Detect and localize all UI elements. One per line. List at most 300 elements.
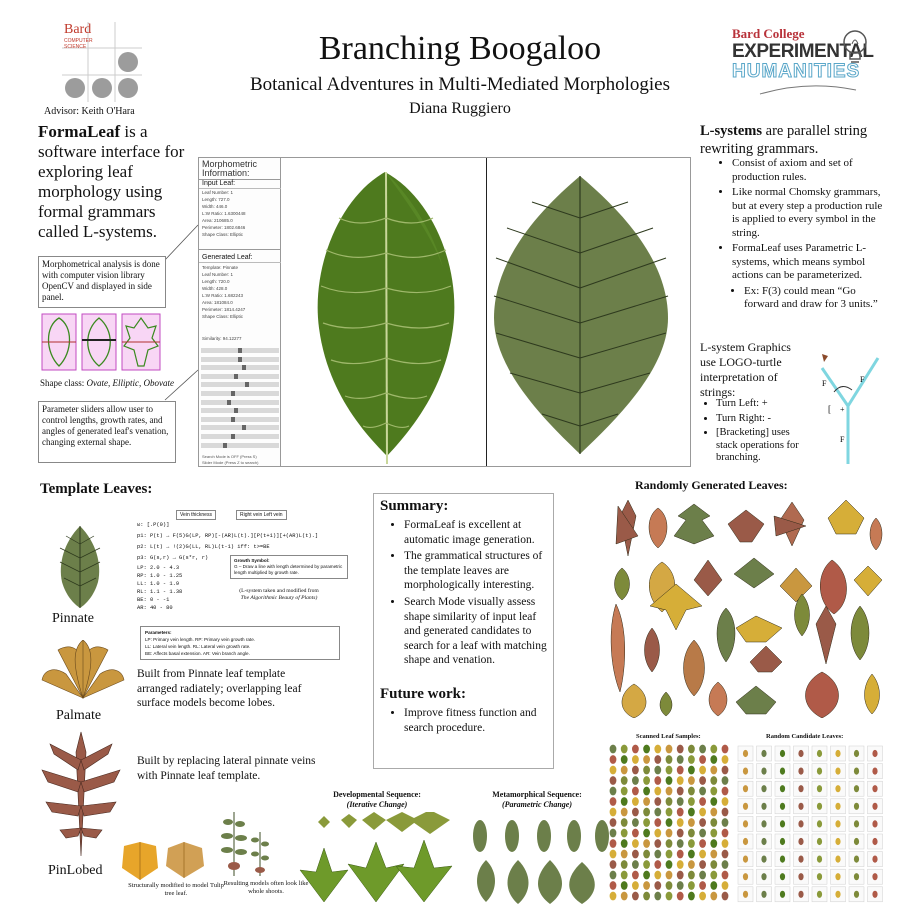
slider-knob[interactable]	[234, 408, 238, 413]
scanned-leaf-thumb	[666, 787, 673, 796]
scanned-leaf-thumb	[654, 829, 661, 838]
scanned-leaf-thumb	[632, 860, 639, 869]
graphics-bullet: • Turn Right: -	[716, 413, 812, 426]
scanned-leaf-thumb	[643, 871, 650, 880]
scanned-leaf-thumb	[654, 776, 661, 785]
scanned-leaf-thumb	[710, 881, 717, 890]
scanned-leaf-thumb	[710, 829, 717, 838]
candidate-leaf-thumb	[761, 785, 766, 792]
turtle-label: [	[828, 404, 831, 414]
meta-sequence-figure	[468, 812, 612, 906]
candidate-leaf-thumb	[872, 856, 877, 863]
palmate-label: Palmate	[56, 708, 102, 723]
candidate-leaf-thumb	[854, 873, 859, 880]
scanned-leaf-thumb	[688, 850, 695, 859]
poster-subtitle: Botanical Adventures in Multi-Mediated Morphologies	[249, 74, 671, 95]
parameters-title: Parameters:	[145, 630, 172, 635]
slider-knob[interactable]	[242, 425, 246, 430]
candidates-heading: Random Candidate Leaves:	[766, 733, 844, 740]
slider-knob[interactable]	[238, 357, 242, 362]
scanned-leaf-thumb	[688, 818, 695, 827]
scanned-leaf-thumb	[621, 776, 628, 785]
scanned-leaf-thumb	[632, 808, 639, 817]
scanned-leaf-thumb	[621, 818, 628, 827]
candidate-leaf-thumb	[854, 891, 859, 898]
candidate-leaf-thumb	[872, 750, 877, 757]
parameter-slider[interactable]	[201, 400, 279, 405]
scanned-leaf-thumb	[722, 892, 729, 901]
scanned-leaf-thumb	[621, 839, 628, 848]
scanned-leaf-thumb	[610, 892, 617, 901]
slider-knob[interactable]	[227, 400, 231, 405]
scanned-leaf-thumb	[632, 745, 639, 754]
stat-line: Shape Class: Elliptic	[202, 314, 244, 319]
scanned-leaf-thumb	[722, 797, 729, 806]
scanned-leaf-thumb	[677, 797, 684, 806]
scanned-leaf-thumb	[688, 881, 695, 890]
candidate-leaf-thumb	[835, 891, 840, 898]
candidate-leaf-thumb	[817, 768, 822, 775]
candidate-leaf-thumb	[798, 891, 803, 898]
meta-sequence-heading	[472, 790, 602, 810]
candidate-leaf-thumb	[761, 873, 766, 880]
candidate-leaf-thumb	[854, 820, 859, 827]
parameter-slider[interactable]	[201, 417, 279, 422]
scanned-leaf-thumb	[710, 808, 717, 817]
poster-title: Branching Boogaloo	[318, 30, 602, 67]
future-work-heading: Future work:	[380, 685, 466, 702]
random-leaves-figure	[606, 496, 888, 718]
candidate-leaf-thumb	[872, 820, 877, 827]
scanned-leaf-thumb	[666, 776, 673, 785]
candidate-leaf-thumb	[780, 838, 785, 845]
scanned-leaf-thumb	[722, 871, 729, 880]
scanned-leaf-thumb	[610, 808, 617, 817]
scanned-leaf-thumb	[666, 797, 673, 806]
candidate-leaf-thumb	[872, 768, 877, 775]
scanned-leaf-thumb	[666, 766, 673, 775]
scanned-leaf-thumb	[621, 755, 628, 764]
scanned-leaf-thumb	[621, 860, 628, 869]
input-leaf-stats	[202, 189, 246, 238]
scanned-leaf-thumb	[632, 766, 639, 775]
scanned-leaf-thumb	[610, 766, 617, 775]
scanned-leaf-thumb	[643, 829, 650, 838]
candidate-leaf-thumb	[854, 785, 859, 792]
candidate-leaf-thumb	[761, 768, 766, 775]
scanned-leaf-thumb	[710, 745, 717, 754]
scanned-leaf-thumb	[710, 860, 717, 869]
bard-logo-line2: COMPUTER	[64, 38, 93, 44]
candidate-leaf-thumb	[817, 873, 822, 880]
scanned-leaf-thumb	[722, 776, 729, 785]
scanned-leaf-thumb	[654, 818, 661, 827]
scanned-leaf-thumb	[666, 850, 673, 859]
candidate-leaf-thumb	[872, 891, 877, 898]
bard-logo-line3: SCIENCE	[64, 44, 87, 50]
turtle-label: F	[822, 379, 827, 388]
scanned-leaf-thumb	[610, 755, 617, 764]
scanned-leaf-thumb	[632, 755, 639, 764]
template-heading: Template Leaves:	[40, 481, 153, 497]
slider-knob[interactable]	[242, 365, 246, 370]
eh-logo-line2: HUMANITIES	[732, 61, 861, 82]
scanned-leaf-thumb	[643, 839, 650, 848]
lsystems-bullet: • Consist of axiom and set of production rules.	[732, 157, 890, 184]
grammar-line: AR: 40 - 80	[137, 605, 173, 611]
generated-leaf-view	[488, 158, 690, 466]
poster-author: Diana Ruggiero	[409, 100, 511, 117]
candidate-leaf-thumb	[798, 838, 803, 845]
scanned-leaf-thumb	[621, 850, 628, 859]
generated-leaf-header: Generated Leaf:	[202, 254, 253, 261]
candidate-leaf-thumb	[854, 803, 859, 810]
candidate-leaf-thumb	[835, 768, 840, 775]
morph-callout-text: Morphometrical analysis is done with computer vision library OpenCV and displayed in side panel.	[42, 259, 160, 302]
scanned-leaf-thumb	[621, 871, 628, 880]
morph-callout	[38, 256, 166, 308]
stat-line: Perimeter: 1802.6846	[202, 225, 246, 230]
meta-sequence-subtitle: (Parametric Change)	[502, 800, 572, 809]
scanned-leaf-thumb	[666, 808, 673, 817]
candidate-leaf-thumb	[835, 856, 840, 863]
candidate-leaf-thumb	[817, 891, 822, 898]
scanned-leaf-thumb	[610, 850, 617, 859]
candidate-leaf-thumb	[743, 768, 748, 775]
slider-knob[interactable]	[231, 434, 235, 439]
scanned-leaf-thumb	[677, 745, 684, 754]
scanned-leaf-thumb	[610, 797, 617, 806]
parameter-slider[interactable]	[201, 382, 279, 387]
parameters-line: BE: Affects basal extension. AR: Vein branch angle.	[145, 651, 250, 656]
parameters-line: LP: Primary vein length. RP: Primary vein growth rate.	[145, 637, 256, 642]
scanned-leaf-thumb	[710, 839, 717, 848]
scanned-leaf-thumb	[677, 787, 684, 796]
advisor: Advisor: Keith O'Hara	[44, 106, 135, 117]
scanned-leaf-thumb	[688, 860, 695, 869]
scanned-leaf-thumb	[643, 881, 650, 890]
scanned-leaf-thumb	[710, 818, 717, 827]
stat-line: Length: 727.0	[202, 197, 230, 202]
candidate-leaf-thumb	[835, 785, 840, 792]
candidate-leaf-thumb	[854, 750, 859, 757]
candidate-leaf-thumb	[780, 820, 785, 827]
slider-knob[interactable]	[234, 374, 238, 379]
scanned-leaf-thumb	[654, 745, 661, 754]
candidate-leaf-thumb	[780, 768, 785, 775]
generated-leaf-stats	[202, 264, 245, 320]
summary-box	[373, 493, 554, 769]
scanned-leaf-thumb	[632, 839, 639, 848]
scanned-leaf-thumb	[643, 860, 650, 869]
candidate-leaf-thumb	[817, 803, 822, 810]
scanned-leaf-thumb	[688, 871, 695, 880]
parameter-slider[interactable]	[201, 357, 279, 362]
parameters-note	[140, 626, 340, 660]
graphics-heading: L-system Graphics use LOGO-turtle interpretation of strings:	[700, 340, 791, 399]
scanned-leaf-thumb	[643, 776, 650, 785]
lsystems-example: • Ex: F(3) could mean “Go forward and draw for 3 units.”	[744, 285, 890, 312]
scanned-leaf-thumb	[666, 871, 673, 880]
scanned-leaf-thumb	[654, 755, 661, 764]
intro-app-name: FormaLeaf	[38, 122, 121, 141]
scanned-leaf-thumb	[699, 850, 706, 859]
panel-footer-1: Search Mode is OFF (Press S)	[202, 454, 257, 459]
candidate-leaf-thumb	[872, 803, 877, 810]
parameter-slider[interactable]	[201, 408, 279, 413]
graphics-bullets	[702, 398, 812, 467]
vein-thickness-note: Vein thickness	[176, 510, 216, 520]
slider-knob[interactable]	[231, 391, 235, 396]
scanned-leaf-thumb	[666, 881, 673, 890]
scanned-leaf-thumb	[677, 871, 684, 880]
candidate-leaf-thumb	[872, 785, 877, 792]
scanned-leaf-thumb	[666, 829, 673, 838]
scanned-leaf-thumb	[710, 787, 717, 796]
grammar-line: p3: G(s,r) → G(s*r, r)	[137, 555, 209, 561]
scanned-leaf-thumb	[699, 808, 706, 817]
sliders-callout-text: Parameter sliders allow user to control lengths, growth rates, and angles of generated leaf's venation, changing external shape.	[42, 404, 169, 447]
grammar-line: RP: 1.0 - 1.25	[137, 573, 183, 579]
scanned-leaf-thumb	[643, 797, 650, 806]
scanned-leaf-thumb	[677, 818, 684, 827]
panel-title-1: Morphometric	[202, 159, 258, 169]
real-leaf-image	[283, 158, 487, 466]
candidate-leaf-thumb	[854, 768, 859, 775]
scanned-leaf-thumb	[710, 871, 717, 880]
parameter-slider[interactable]	[201, 434, 279, 439]
candidate-leaf-thumb	[798, 768, 803, 775]
parameter-slider[interactable]	[201, 348, 279, 353]
candidate-leaf-thumb	[798, 820, 803, 827]
candidate-leaf-thumb	[743, 820, 748, 827]
candidate-leaf-thumb	[780, 856, 785, 863]
scanned-leaf-thumb	[722, 787, 729, 796]
scanned-leaf-thumb	[666, 839, 673, 848]
scanned-leaf-thumb	[722, 766, 729, 775]
scanned-leaf-thumb	[722, 745, 729, 754]
scanned-leaf-thumb	[677, 881, 684, 890]
sliders-callout	[38, 401, 176, 463]
panel-title-2: Information:	[202, 168, 250, 178]
palmate-description: Built from Pinnate leaf template arranged radiately; overlapping leaf surface models become lobes.	[137, 668, 302, 709]
scanned-leaf-thumb	[632, 776, 639, 785]
lsystems-heading-rest: are parallel string rewriting grammars.	[700, 123, 868, 157]
grammar-line: ω: [.P(0)]	[137, 522, 170, 528]
candidate-leaf-thumb	[743, 785, 748, 792]
scanned-leaf-grid	[608, 744, 732, 904]
scanned-leaf-thumb	[688, 839, 695, 848]
parameter-slider[interactable]	[201, 374, 279, 379]
scanned-leaf-thumb	[699, 818, 706, 827]
dev-sequence-figure	[294, 812, 454, 906]
candidate-leaf-thumb	[761, 891, 766, 898]
candidate-leaf-thumb	[761, 820, 766, 827]
stat-line: Template: Pinnate	[202, 265, 239, 270]
parameter-slider[interactable]	[201, 443, 279, 448]
scanned-leaf-thumb	[632, 892, 639, 901]
scanned-leaf-thumb	[666, 860, 673, 869]
scanned-leaf-thumb	[699, 755, 706, 764]
scanned-leaf-thumb	[621, 808, 628, 817]
scanned-leaf-thumb	[621, 829, 628, 838]
scanned-leaf-thumb	[610, 881, 617, 890]
morphometric-panel	[199, 158, 281, 466]
source-line-2: The Algorithmic Beauty of Plants)	[240, 595, 318, 601]
scanned-leaf-thumb	[699, 776, 706, 785]
shape-class-caption	[40, 378, 174, 388]
source-line-1: (L-system taken and modified from	[239, 588, 319, 594]
scanned-leaf-thumb	[710, 892, 717, 901]
scanned-leaf-thumb	[666, 745, 673, 754]
candidate-leaf-thumb	[872, 838, 877, 845]
stat-line: Width: 428.0	[202, 286, 228, 291]
scanned-leaf-thumb	[643, 755, 650, 764]
scanned-leaf-thumb	[654, 797, 661, 806]
scanned-leaf-thumb	[722, 881, 729, 890]
pinlobed-leaf	[40, 730, 122, 858]
stat-line: Length: 720.0	[202, 279, 230, 284]
stat-line: Width: 446.0	[202, 204, 228, 209]
summary-bullet: • Search Mode visually assess shape similarity of input leaf and generated candidates to search for a leaf with matching shape and venation.	[404, 595, 547, 668]
scanned-leaf-thumb	[654, 787, 661, 796]
candidate-leaf-thumb	[817, 856, 822, 863]
pinlobed-description: Built by replacing lateral pinnate veins with Pinnate leaf template.	[137, 755, 316, 782]
scanned-leaf-thumb	[643, 745, 650, 754]
scanned-leaf-thumb	[688, 787, 695, 796]
scanned-leaf-thumb	[621, 787, 628, 796]
grammar-line: RL: 1.1 - 1.38	[137, 589, 183, 595]
scanned-leaf-thumb	[722, 860, 729, 869]
candidate-leaf-thumb	[854, 838, 859, 845]
scanned-leaf-thumb	[688, 808, 695, 817]
scanned-leaf-thumb	[621, 892, 628, 901]
scanned-leaf-thumb	[688, 755, 695, 764]
pinnate-label: Pinnate	[52, 611, 94, 626]
scanned-leaf-thumb	[654, 871, 661, 880]
graphics-bullet: • [Bracketing] uses stack operations for branching.	[716, 427, 812, 465]
bard-logo-word: Bard	[64, 22, 92, 37]
grammar-line: p2: L(t) → !(2)G(LL, RL)L(t-1) iff: t>=BE	[137, 544, 270, 550]
scanned-leaf-thumb	[654, 892, 661, 901]
candidate-leaf-thumb	[817, 838, 822, 845]
scanned-leaf-thumb	[688, 797, 695, 806]
pinlobed-label: PinLobed	[48, 863, 103, 878]
panel-footer-2: Slider Mode (Press Z to search)	[202, 460, 259, 465]
scanned-leaf-thumb	[643, 850, 650, 859]
parameter-slider[interactable]	[201, 365, 279, 370]
candidate-leaf-thumb	[835, 873, 840, 880]
scanned-leaf-thumb	[699, 797, 706, 806]
scanned-leaf-thumb	[677, 808, 684, 817]
stat-line: L:W Ratio: 1.6300448	[202, 211, 246, 216]
parameter-slider[interactable]	[201, 425, 279, 430]
candidate-leaf-thumb	[835, 803, 840, 810]
candidate-leaf-thumb	[743, 856, 748, 863]
turtle-label: F	[840, 435, 845, 444]
turtle-label: +	[840, 405, 845, 414]
scanned-leaf-thumb	[654, 881, 661, 890]
candidate-leaf-thumb	[798, 803, 803, 810]
scanned-leaf-thumb	[699, 839, 706, 848]
scanned-leaf-thumb	[677, 755, 684, 764]
generated-leaf-image	[488, 158, 690, 466]
stat-line: Shape Class: Elliptic	[202, 232, 244, 237]
slider-knob[interactable]	[231, 417, 235, 422]
eh-logo-top: Bard College	[732, 26, 805, 41]
scanned-leaf-thumb	[710, 850, 717, 859]
scanned-leaf-thumb	[610, 776, 617, 785]
candidate-leaf-thumb	[798, 750, 803, 757]
scanned-leaf-thumb	[643, 808, 650, 817]
scanned-leaf-thumb	[632, 818, 639, 827]
scanned-leaf-thumb	[632, 829, 639, 838]
meta-sequence-title: Metamorphical Sequence:	[492, 790, 582, 799]
random-heading: Randomly Generated Leaves:	[635, 478, 788, 492]
input-leaf-header: Input Leaf:	[202, 180, 236, 187]
shape-class-values: Ovate, Elliptic, Obovate	[86, 378, 174, 388]
scanned-leaf-thumb	[677, 892, 684, 901]
scanned-leaf-thumb	[621, 766, 628, 775]
lsystems-heading	[700, 122, 890, 158]
scanned-leaf-thumb	[677, 766, 684, 775]
candidate-leaf-thumb	[780, 873, 785, 880]
scanned-leaf-thumb	[621, 745, 628, 754]
scanned-leaf-thumb	[677, 776, 684, 785]
scanned-leaf-thumb	[677, 860, 684, 869]
grammar-line: p1: P(t) → F(5)G(LP, RP)[-(AR)L(t).][P(t+1)][+(AR)L(t).]	[137, 533, 319, 539]
stat-line: Leaf Number: 1	[202, 272, 234, 277]
candidate-leaf-thumb	[835, 750, 840, 757]
intro-description: is a software interface for exploring leaf morphology using formal grammars called L-systems.	[38, 122, 185, 241]
scanned-leaf-thumb	[632, 787, 639, 796]
candidate-leaf-thumb	[798, 873, 803, 880]
parameter-slider[interactable]	[201, 391, 279, 396]
scanned-leaf-thumb	[643, 766, 650, 775]
scanned-leaf-thumb	[699, 860, 706, 869]
candidate-leaf-thumb	[780, 750, 785, 757]
scanned-leaf-thumb	[610, 839, 617, 848]
slider-knob[interactable]	[238, 348, 242, 353]
shoot-models	[218, 808, 274, 878]
scanned-leaf-thumb	[722, 839, 729, 848]
scanned-leaf-thumb	[643, 892, 650, 901]
scanned-leaf-thumb	[710, 766, 717, 775]
scanned-leaf-thumb	[610, 787, 617, 796]
scanned-leaf-thumb	[699, 829, 706, 838]
grammar-line: LP: 2.0 - 4.3	[137, 565, 180, 571]
scanned-leaf-thumb	[688, 829, 695, 838]
future-work-bullet: • Improve fitness function and search procedure.	[404, 706, 547, 735]
scanned-leaf-thumb	[654, 860, 661, 869]
lsystems-bullet: • FormaLeaf uses Parametric L-systems, which means symbol actions can be parameterized.	[732, 242, 890, 283]
summary-bullet: • FormaLeaf is excellent at automatic image generation.	[404, 518, 547, 547]
candidate-leaf-thumb	[780, 803, 785, 810]
slider-knob[interactable]	[223, 443, 227, 448]
slider-knob[interactable]	[245, 382, 249, 387]
scanned-leaf-thumb	[610, 860, 617, 869]
scanned-leaf-thumb	[710, 797, 717, 806]
candidate-leaf-thumb	[854, 856, 859, 863]
grammar-line: BE: 0 - -1	[137, 597, 170, 603]
scanned-leaf-thumb	[643, 818, 650, 827]
candidate-leaf-thumb	[743, 803, 748, 810]
scanned-leaf-thumb	[677, 829, 684, 838]
stat-line: L:W Ratio: 1.682243	[202, 293, 244, 298]
lsystems-bullet: • Like normal Chomsky grammars, but at every step a production rule is applied to every symbol in the string.	[732, 186, 890, 240]
candidate-leaf-thumb	[798, 785, 803, 792]
slider-stack	[199, 348, 281, 452]
